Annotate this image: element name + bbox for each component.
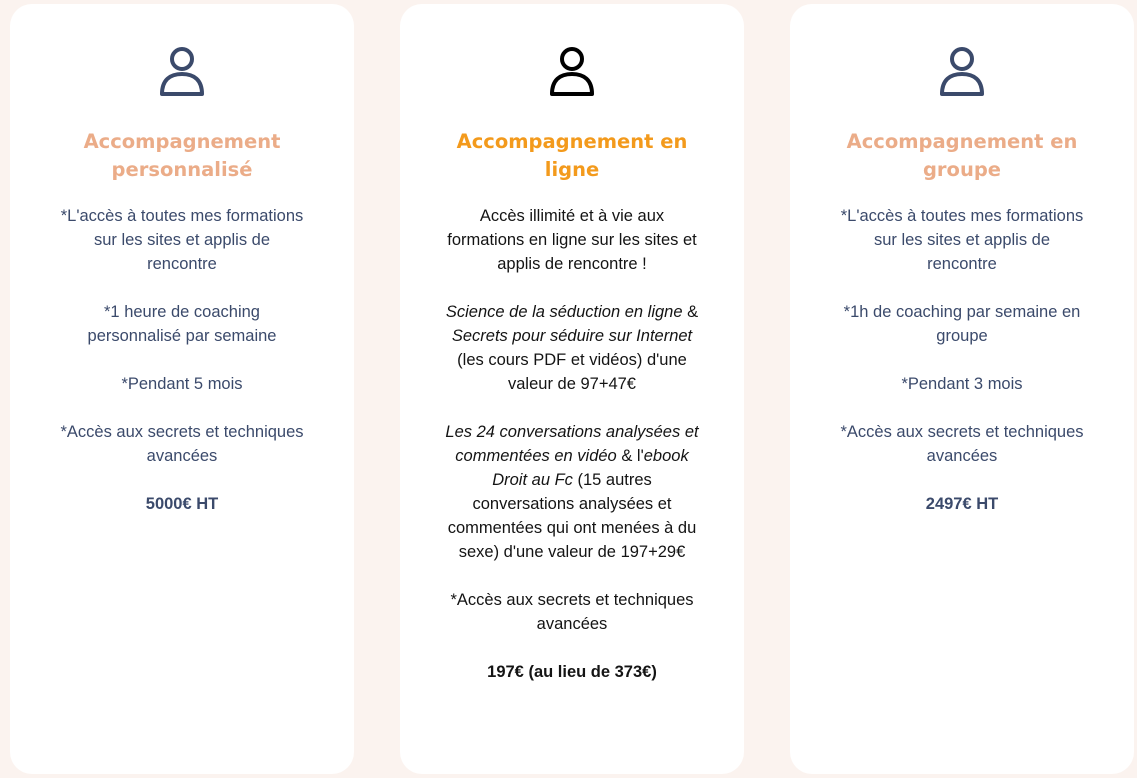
feature-detail: (15 autres conversations analysées et commentées qui ont menées à du sexe) d'une valeur de 197+29€ (447, 471, 697, 561)
card-feature: *Pendant 5 mois (121, 375, 243, 393)
card-price: 197€ (au lieu de 373€) (487, 663, 657, 681)
card-feature: *1h de coaching par semaine en groupe (843, 303, 1081, 345)
user-icon (938, 44, 986, 100)
card-feature (440, 420, 704, 564)
connector-text: & (682, 303, 699, 321)
card-feature: *Accès aux secrets et techniques avancées (840, 423, 1084, 465)
course-title: Secrets pour séduire sur Internet (451, 327, 693, 345)
user-icon (158, 44, 206, 100)
card-price: 2497€ HT (925, 495, 999, 513)
card-price: 5000€ HT (145, 495, 219, 513)
card-feature: *1 heure de coaching personnalisé par semaine (87, 303, 277, 345)
card-feature: *L'accès à toutes mes formations sur les sites et applis de rencontre (60, 207, 304, 273)
user-icon (548, 44, 596, 100)
card-title: Accompagnement personnalisé (83, 130, 281, 181)
card-feature: *Accès aux secrets et techniques avancées (60, 423, 304, 465)
card-body (50, 204, 314, 516)
card-feature (440, 300, 704, 396)
card-title: Accompagnement en groupe (846, 130, 1078, 181)
course-title: Science de la séduction en ligne (445, 303, 683, 321)
connector-text: & l' (616, 447, 644, 465)
pricing-card-personnalise (10, 4, 354, 774)
course-title: Les 24 conversations analysées et commentées en vidéo (445, 423, 699, 465)
card-feature: *Pendant 3 mois (901, 375, 1023, 393)
pricing-card-groupe (790, 4, 1134, 774)
card-title: Accompagnement en ligne (456, 130, 688, 181)
feature-detail: (les cours PDF et vidéos) d'une valeur de 97+47€ (457, 351, 687, 393)
card-feature: Accès illimité et à vie aux formations en ligne sur les sites et applis de rencontre ! (447, 207, 697, 273)
pricing-card-en-ligne (400, 4, 744, 774)
card-body (440, 204, 704, 684)
card-body (830, 204, 1094, 516)
card-feature: *Accès aux secrets et techniques avancées (450, 591, 694, 633)
card-feature: *L'accès à toutes mes formations sur les sites et applis de rencontre (840, 207, 1084, 273)
course-title: ebook Droit au Fc (492, 447, 689, 489)
